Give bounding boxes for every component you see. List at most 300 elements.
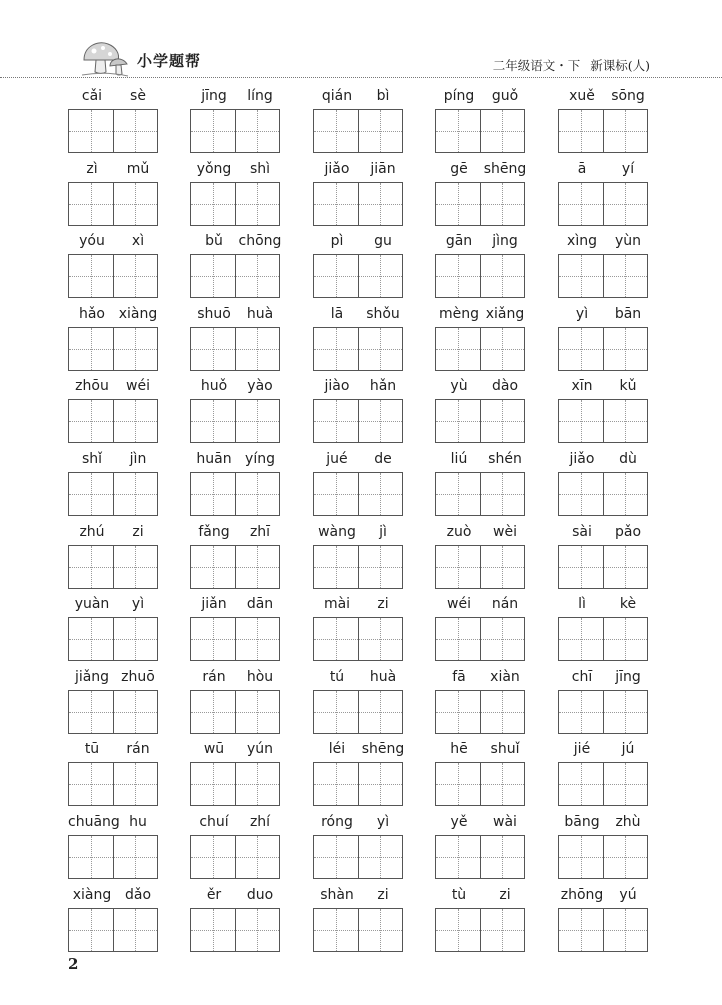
word-item [435, 813, 531, 883]
writing-boxes[interactable] [558, 835, 648, 879]
writing-boxes[interactable] [558, 399, 648, 443]
grid-guide-line [336, 691, 337, 733]
pinyin-syllable: huà [246, 305, 274, 322]
pinyin-syllable: bān [614, 305, 642, 322]
grid-guide-line [502, 763, 503, 805]
grid-guide-line [314, 494, 402, 495]
pinyin-syllable: xì [131, 233, 145, 250]
grid-guide-line [69, 349, 157, 350]
grid-guide-line [581, 400, 582, 442]
word-item [68, 595, 164, 665]
grid-guide-line [559, 494, 647, 495]
grid-guide-line [191, 204, 279, 205]
grid-guide-line [502, 183, 503, 225]
writing-boxes[interactable] [435, 109, 525, 153]
writing-boxes[interactable] [190, 254, 280, 298]
grid-guide-line [135, 763, 136, 805]
writing-boxes[interactable] [68, 762, 158, 806]
pinyin-syllable: bǔ [205, 233, 223, 250]
writing-boxes[interactable] [558, 254, 648, 298]
grid-guide-line [581, 110, 582, 152]
grid-guide-line [91, 836, 92, 878]
grid-guide-line [581, 836, 582, 878]
pinyin-syllable: fā [452, 668, 466, 685]
writing-boxes[interactable] [190, 109, 280, 153]
grid-guide-line [380, 255, 381, 297]
writing-boxes[interactable] [313, 908, 403, 952]
pinyin-syllable: nán [491, 596, 519, 613]
word-item [313, 740, 409, 810]
grid-guide-line [336, 183, 337, 225]
writing-boxes[interactable] [313, 545, 403, 589]
word-item [313, 886, 409, 956]
pinyin-syllable: jìng [492, 233, 518, 250]
grid-guide-line [436, 276, 524, 277]
grid-guide-line [191, 421, 279, 422]
word-item [313, 305, 409, 375]
writing-boxes[interactable] [68, 617, 158, 661]
pinyin-syllable: hòu [246, 668, 274, 685]
grid-guide-line [458, 836, 459, 878]
word-item [435, 450, 531, 520]
pinyin-syllable: shēng [361, 741, 405, 758]
grid-guide-line [559, 784, 647, 785]
word-item [558, 595, 654, 665]
grid-guide-line [502, 546, 503, 588]
word-item [68, 886, 164, 956]
grid-guide-line [502, 328, 503, 370]
grid-guide-line [69, 639, 157, 640]
grid-guide-line [502, 255, 503, 297]
grid-guide-line [191, 276, 279, 277]
word-item [313, 450, 409, 520]
writing-boxes[interactable] [558, 182, 648, 226]
grid-guide-line [458, 546, 459, 588]
grid-guide-line [135, 546, 136, 588]
grid-guide-line [257, 110, 258, 152]
pinyin-syllable: wéi [126, 378, 150, 395]
writing-boxes[interactable] [435, 182, 525, 226]
grid-guide-line [380, 400, 381, 442]
grid-guide-line [581, 618, 582, 660]
pinyin-syllable: yào [247, 378, 273, 395]
grid-guide-line [91, 546, 92, 588]
grid-guide-line [380, 836, 381, 878]
grid-guide-line [213, 255, 214, 297]
writing-boxes[interactable] [68, 254, 158, 298]
grid-guide-line [581, 909, 582, 951]
pinyin-syllable: yí [621, 160, 635, 177]
pinyin-syllable: hǎo [78, 305, 106, 322]
pinyin-syllable: jiǎo [569, 451, 595, 467]
word-item [435, 305, 531, 375]
pinyin-syllable: gān [445, 233, 473, 250]
grid-guide-line [135, 328, 136, 370]
pinyin-syllable: zi [499, 886, 511, 903]
pinyin-syllable: jìn [129, 451, 147, 467]
grid-guide-line [625, 691, 626, 733]
grid-guide-line [458, 618, 459, 660]
word-item [558, 377, 654, 447]
grid-guide-line [191, 857, 279, 858]
pinyin-syllable: lā [330, 305, 344, 322]
pinyin-syllable: zhú [79, 523, 105, 540]
pinyin-syllable: shǒu [366, 305, 400, 322]
pinyin-syllable: zhí [249, 814, 271, 830]
writing-boxes[interactable] [558, 472, 648, 516]
grid-guide-line [213, 183, 214, 225]
grid-guide-line [581, 691, 582, 733]
pinyin-syllable: yíng [245, 451, 275, 467]
grid-guide-line [380, 618, 381, 660]
grid-guide-line [436, 349, 524, 350]
pinyin-syllable: yì [376, 814, 390, 830]
word-item [190, 523, 286, 593]
pinyin-syllable: bì [376, 88, 390, 104]
word-item [435, 160, 531, 230]
writing-boxes[interactable] [558, 545, 648, 589]
grid-guide-line [559, 712, 647, 713]
pinyin-syllable: kǔ [619, 378, 637, 395]
writing-boxes[interactable] [558, 617, 648, 661]
grid-guide-line [257, 763, 258, 805]
pinyin-syllable: guǒ [491, 88, 519, 104]
grid-guide-line [625, 763, 626, 805]
word-item [190, 668, 286, 738]
pinyin-syllable: hǎn [369, 378, 397, 395]
grid-guide-line [458, 473, 459, 515]
grid-guide-line [135, 618, 136, 660]
word-item [435, 668, 531, 738]
writing-boxes[interactable] [313, 472, 403, 516]
pinyin-syllable: kè [619, 596, 637, 613]
pinyin-syllable: léi [328, 741, 346, 758]
grid-guide-line [191, 784, 279, 785]
pinyin-syllable: ěr [206, 886, 222, 903]
grid-guide-line [314, 276, 402, 277]
word-item [68, 160, 164, 230]
grid-guide-line [135, 473, 136, 515]
grid-guide-line [257, 691, 258, 733]
pinyin-syllable: chuí [199, 814, 229, 830]
writing-boxes[interactable] [558, 109, 648, 153]
pinyin-syllable: chuāng [68, 814, 120, 830]
word-item [558, 886, 654, 956]
pinyin-syllable: jiān [370, 160, 396, 177]
pinyin-syllable: dān [246, 596, 274, 613]
word-item [435, 740, 531, 810]
pinyin-syllable: yún [246, 741, 274, 758]
word-item [190, 87, 286, 157]
writing-boxes[interactable] [68, 327, 158, 371]
writing-boxes[interactable] [190, 617, 280, 661]
pinyin-syllable: chī [571, 668, 593, 685]
brand-name: 小学题帮 [137, 52, 202, 70]
writing-boxes[interactable] [313, 254, 403, 298]
writing-boxes[interactable] [190, 182, 280, 226]
pinyin-syllable: tū [84, 741, 100, 758]
grid-guide-line [380, 110, 381, 152]
pinyin-syllable: zuò [446, 523, 472, 540]
pinyin-syllable: gē [450, 160, 468, 177]
pinyin-syllable: sài [572, 523, 592, 540]
grid-guide-line [314, 421, 402, 422]
writing-boxes[interactable] [435, 545, 525, 589]
pinyin-syllable: yuàn [74, 596, 110, 613]
grid-guide-line [314, 567, 402, 568]
pinyin-syllable: mèng [438, 305, 479, 322]
grid-guide-line [625, 183, 626, 225]
word-item [435, 595, 531, 665]
word-item [435, 523, 531, 593]
writing-boxes[interactable] [190, 399, 280, 443]
grid-guide-line [213, 400, 214, 442]
writing-boxes[interactable] [435, 617, 525, 661]
writing-boxes[interactable] [435, 254, 525, 298]
writing-boxes[interactable] [558, 908, 648, 952]
pinyin-syllable: róng [321, 814, 353, 830]
pinyin-syllable: tù [451, 886, 467, 903]
grid-guide-line [91, 328, 92, 370]
word-item [68, 87, 164, 157]
grid-guide-line [625, 255, 626, 297]
writing-boxes[interactable] [68, 835, 158, 879]
pinyin-syllable: huān [196, 451, 232, 467]
grid-guide-line [91, 255, 92, 297]
grid-guide-line [336, 328, 337, 370]
grid-guide-line [559, 276, 647, 277]
grid-guide-line [191, 494, 279, 495]
grid-guide-line [559, 930, 647, 931]
writing-boxes[interactable] [190, 835, 280, 879]
grid-guide-line [436, 784, 524, 785]
writing-boxes[interactable] [558, 762, 648, 806]
pinyin-syllable: xìng [567, 233, 597, 250]
writing-boxes[interactable] [558, 327, 648, 371]
grid-guide-line [314, 131, 402, 132]
writing-boxes[interactable] [313, 762, 403, 806]
pinyin-syllable: xiàng [72, 886, 112, 903]
grid-guide-line [458, 328, 459, 370]
pinyin-syllable: fǎng [198, 523, 230, 540]
grid-guide-line [135, 255, 136, 297]
pinyin-syllable: shuō [197, 305, 231, 322]
pinyin-syllable: huǒ [200, 378, 228, 395]
grid-guide-line [380, 909, 381, 951]
writing-boxes[interactable] [435, 472, 525, 516]
grid-guide-line [91, 691, 92, 733]
word-item [68, 377, 164, 447]
pinyin-syllable: xiàng [118, 305, 158, 322]
writing-boxes[interactable] [313, 617, 403, 661]
writing-boxes[interactable] [68, 690, 158, 734]
grid-guide-line [257, 255, 258, 297]
grid-guide-line [625, 909, 626, 951]
pinyin-syllable: wéi [447, 596, 471, 613]
word-item [313, 595, 409, 665]
pinyin-syllable: jié [573, 741, 591, 758]
pinyin-syllable: shén [488, 451, 522, 467]
grid-guide-line [91, 909, 92, 951]
grid-guide-line [581, 183, 582, 225]
word-item [190, 377, 286, 447]
grid-guide-line [69, 567, 157, 568]
word-item [190, 886, 286, 956]
word-item [435, 886, 531, 956]
grid-guide-line [436, 494, 524, 495]
pinyin-syllable: yùn [614, 233, 642, 250]
word-item [68, 232, 164, 302]
grid-guide-line [458, 691, 459, 733]
writing-boxes[interactable] [68, 472, 158, 516]
grid-guide-line [191, 349, 279, 350]
word-item [435, 87, 531, 157]
grid-guide-line [69, 421, 157, 422]
writing-boxes[interactable] [68, 182, 158, 226]
grid-guide-line [69, 204, 157, 205]
grid-guide-line [625, 400, 626, 442]
writing-boxes[interactable] [313, 399, 403, 443]
grid-guide-line [502, 909, 503, 951]
grid-guide-line [336, 618, 337, 660]
pinyin-syllable: jiǎn [201, 596, 227, 613]
grid-guide-line [191, 567, 279, 568]
grid-guide-line [380, 183, 381, 225]
grid-guide-line [436, 639, 524, 640]
writing-boxes[interactable] [435, 835, 525, 879]
writing-boxes[interactable] [190, 472, 280, 516]
writing-boxes[interactable] [68, 399, 158, 443]
grid-guide-line [436, 857, 524, 858]
writing-boxes[interactable] [313, 182, 403, 226]
grid-guide-line [213, 909, 214, 951]
writing-boxes[interactable] [190, 908, 280, 952]
writing-boxes[interactable] [68, 109, 158, 153]
word-item [68, 813, 164, 883]
writing-boxes[interactable] [313, 835, 403, 879]
writing-boxes[interactable] [190, 327, 280, 371]
word-item [190, 232, 286, 302]
grid-guide-line [336, 473, 337, 515]
pinyin-syllable: yě [450, 814, 468, 830]
pinyin-syllable: pì [330, 233, 344, 250]
grid-guide-line [380, 691, 381, 733]
pinyin-syllable: qián [321, 88, 353, 104]
writing-boxes[interactable] [313, 109, 403, 153]
word-item [190, 740, 286, 810]
word-item [558, 813, 654, 883]
pinyin-syllable: sè [130, 88, 146, 104]
grid-guide-line [69, 930, 157, 931]
word-item [558, 160, 654, 230]
pinyin-syllable: de [374, 451, 392, 467]
writing-boxes[interactable] [190, 690, 280, 734]
grid-guide-line [135, 400, 136, 442]
grid-guide-line [436, 421, 524, 422]
grid-guide-line [559, 857, 647, 858]
pinyin-syllable: zhōng [560, 886, 604, 903]
grid-guide-line [625, 618, 626, 660]
grid-guide-line [625, 473, 626, 515]
pinyin-syllable: yì [575, 305, 589, 322]
writing-boxes[interactable] [313, 327, 403, 371]
grid-guide-line [581, 255, 582, 297]
grid-guide-line [69, 712, 157, 713]
pinyin-syllable: zhù [615, 814, 641, 830]
pinyin-syllable: jīng [201, 88, 227, 104]
pinyin-syllable: jué [326, 451, 348, 467]
grid-guide-line [625, 836, 626, 878]
writing-boxes[interactable] [435, 690, 525, 734]
pinyin-syllable: duo [246, 886, 274, 903]
grid-guide-line [336, 909, 337, 951]
page-number: 2 [68, 955, 79, 973]
pinyin-syllable: dǎo [124, 886, 152, 903]
grid-guide-line [191, 131, 279, 132]
writing-boxes[interactable] [190, 762, 280, 806]
grid-guide-line [257, 618, 258, 660]
writing-boxes[interactable] [435, 908, 525, 952]
grid-guide-line [314, 930, 402, 931]
grid-guide-line [135, 836, 136, 878]
writing-boxes[interactable] [68, 545, 158, 589]
pinyin-syllable: tú [329, 668, 345, 685]
grid-guide-line [436, 930, 524, 931]
grid-guide-line [458, 183, 459, 225]
grid-guide-line [458, 400, 459, 442]
word-item [313, 813, 409, 883]
writing-boxes[interactable] [435, 762, 525, 806]
edition-label: 新课标(人) [590, 58, 650, 73]
pinyin-syllable: zi [132, 523, 144, 540]
pinyin-syllable: ā [577, 160, 587, 177]
pinyin-syllable: yóu [79, 233, 105, 250]
grid-guide-line [213, 691, 214, 733]
grid-guide-line [69, 276, 157, 277]
pinyin-syllable: hu [129, 814, 147, 830]
word-item [68, 450, 164, 520]
grid-guide-line [336, 763, 337, 805]
word-item [558, 232, 654, 302]
grid-guide-line [336, 110, 337, 152]
writing-boxes[interactable] [435, 399, 525, 443]
writing-boxes[interactable] [190, 545, 280, 589]
word-item [190, 450, 286, 520]
pinyin-syllable: yì [131, 596, 145, 613]
pinyin-syllable: shì [249, 160, 271, 177]
pinyin-syllable: zì [86, 160, 98, 177]
grid-guide-line [458, 909, 459, 951]
grid-guide-line [436, 712, 524, 713]
writing-boxes[interactable] [558, 690, 648, 734]
grid-guide-line [336, 255, 337, 297]
writing-boxes[interactable] [313, 690, 403, 734]
pinyin-syllable: dào [491, 378, 519, 395]
word-item [68, 668, 164, 738]
writing-boxes[interactable] [68, 908, 158, 952]
word-item [190, 595, 286, 665]
writing-boxes[interactable] [435, 327, 525, 371]
grid-guide-line [625, 110, 626, 152]
pinyin-syllable: zi [377, 886, 389, 903]
pinyin-syllable: wū [203, 741, 225, 758]
pinyin-syllable: shuǐ [490, 741, 520, 758]
word-item [313, 160, 409, 230]
grid-guide-line [69, 494, 157, 495]
grid-guide-line [380, 473, 381, 515]
grid-guide-line [380, 763, 381, 805]
pinyin-syllable: zi [377, 596, 389, 613]
